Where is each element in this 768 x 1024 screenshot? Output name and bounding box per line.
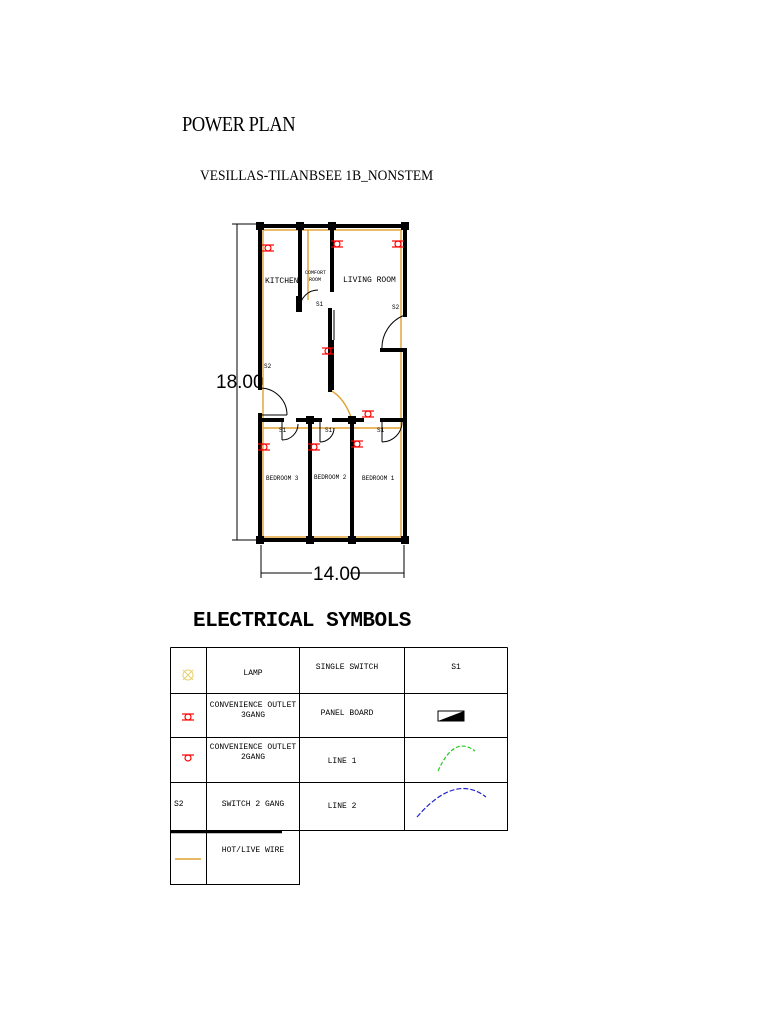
legend-switch2-symbol: S2	[174, 800, 184, 809]
room-label-comfort-room-line1: COMFORT	[305, 270, 327, 276]
legend-single-switch-label: SINGLE SWITCH	[315, 663, 379, 672]
author-name: VESILLAS-TILAN	[200, 168, 309, 184]
panel-board-icon	[438, 711, 464, 721]
line2-icon	[417, 789, 486, 817]
switch-label-bedroom1: S1	[377, 427, 385, 434]
outlet-living-2	[392, 241, 404, 247]
symbols-heading: ELECTRICAL SYMBOLS	[193, 610, 411, 633]
legend-outlet-2gang-label-1: CONVENIENCE OUTLET	[209, 743, 297, 752]
switch-label-kitchen: S1	[316, 301, 324, 308]
height-dimension-label: 18.00	[216, 372, 264, 393]
switch-label-bedroom3: S1	[279, 427, 287, 434]
legend-single-switch-symbol: S1	[451, 663, 461, 672]
legend-line2-label: LINE 2	[327, 802, 357, 811]
room-label-bedroom2: BEDROOM 2	[314, 474, 347, 481]
switch-label-bedroom2: S1	[325, 427, 333, 434]
room-label-bedroom1: BEDROOM 1	[362, 475, 395, 482]
legend-outlet-3gang-label-1: CONVENIENCE OUTLET	[209, 701, 297, 710]
legend-hot-wire-label: HOT/LIVE WIRE	[221, 846, 285, 855]
room-label-bedroom3: BEDROOM 3	[266, 475, 299, 482]
room-label-living-room: LIVING ROOM	[343, 276, 396, 285]
legend-outlet-3gang-label-2: 3GANG	[240, 711, 265, 720]
outlet-panel	[362, 411, 374, 417]
legend-outlet-2gang-label-2: 2GANG	[240, 753, 265, 762]
switch-label-living: S2	[392, 304, 400, 311]
room-label-comfort-room-line2: ROOM	[309, 277, 322, 283]
legend-panel-board-label: PANEL BOARD	[320, 709, 374, 718]
lamp-icon	[183, 670, 193, 680]
legend-line1-label: LINE 1	[327, 757, 357, 766]
outlet-kitchen	[262, 245, 274, 251]
legend-table	[170, 647, 508, 885]
outlet-2gang-icon	[182, 755, 194, 761]
legend-switch2-label: SWITCH 2 GANG	[221, 800, 285, 809]
page-title: POWER PLAN	[182, 112, 296, 136]
line1-icon	[438, 746, 475, 771]
switch-label-hall: S2	[264, 363, 272, 370]
width-dimension-label: 14.00	[313, 564, 361, 585]
course-section: BSEE 1B_NONSTEM	[309, 168, 434, 184]
outlet-3gang-icon	[182, 714, 194, 720]
room-label-kitchen: KITCHEN	[265, 277, 299, 286]
legend-lamp-label: LAMP	[243, 669, 263, 678]
